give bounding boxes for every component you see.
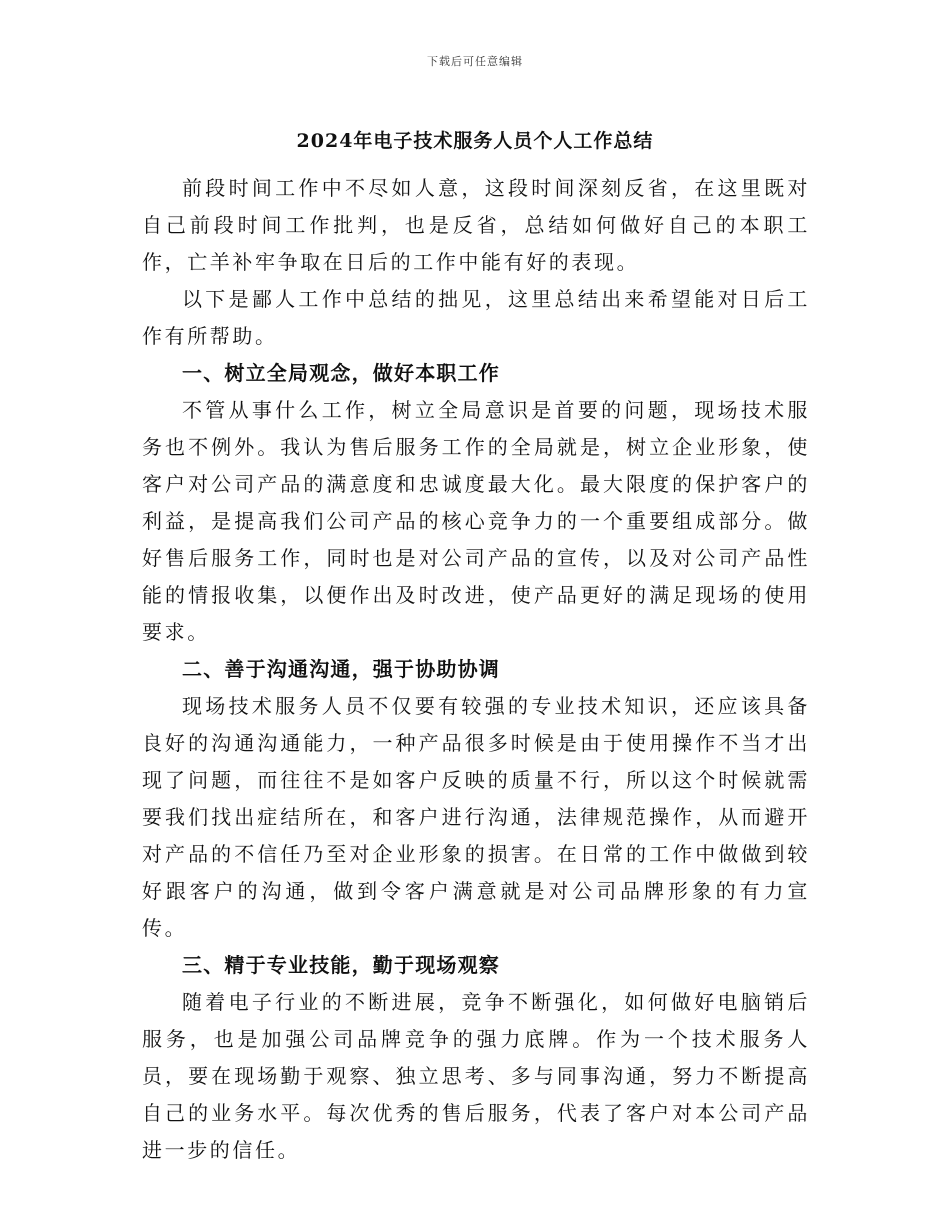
- section-heading: 一、树立全局观念，做好本职工作: [182, 361, 500, 385]
- intro-paragraph: 前段时间工作中不尽如人意，这段时间深刻反省，在这里既对自己前段时间工作批判，也是反省，总结如何做好自己的本职工作，亡羊补牢争取在日后的工作中能有好的表现。: [142, 176, 810, 274]
- section-paragraph: 现场技术服务人员不仅要有较强的专业技术知识，还应该具备良好的沟通沟通能力，一种产品很多时候是由于使用操作不当才出现了问题，而往往不是如客户反映的质量不行，所以这个时候就需要我们找出症结所在，和客户进行沟通，法律规范操作，从而避开对产品的不信任乃至对企业形象的损害。在日常的工作中做做到较好跟客户的沟通，做到令客户满意就是对公司品牌形象的有力宣传。: [142, 694, 810, 940]
- section-heading: 三、精于专业技能，勤于现场观察: [182, 953, 500, 977]
- intro-paragraph: 以下是鄙人工作中总结的拙见，这里总结出来希望能对日后工作有所帮助。: [142, 287, 810, 348]
- document-body: [142, 170, 810, 1169]
- document-title: 2024年电子技术服务人员个人工作总结: [296, 130, 654, 152]
- section-paragraph: 不管从事什么工作，树立全局意识是首要的问题，现场技术服务也不例外。我认为售后服务工作的全局就是，树立企业形象，使客户对公司产品的满意度和忠诚度最大化。最大限度的保护客户的利益，是提高我们公司产品的核心竞争力的一个重要组成部分。做好售后服务工作，同时也是对公司产品的宣传，以及对公司产品性能的情报收集，以便作出及时改进，使产品更好的满足现场的使用要求。: [142, 398, 810, 644]
- section-heading: 二、善于沟通沟通，强于协助协调: [182, 657, 500, 681]
- section-paragraph: 随着电子行业的不断进展，竞争不断强化，如何做好电脑销后服务，也是加强公司品牌竞争的强力底牌。作为一个技术服务人员，要在现场勤于观察、独立思考、多与同事沟通，努力不断提高自己的业务水平。每次优秀的售后服务，代表了客户对本公司产品进一步的信任。: [142, 990, 810, 1162]
- page-header-note: 下载后可任意编辑: [427, 55, 523, 68]
